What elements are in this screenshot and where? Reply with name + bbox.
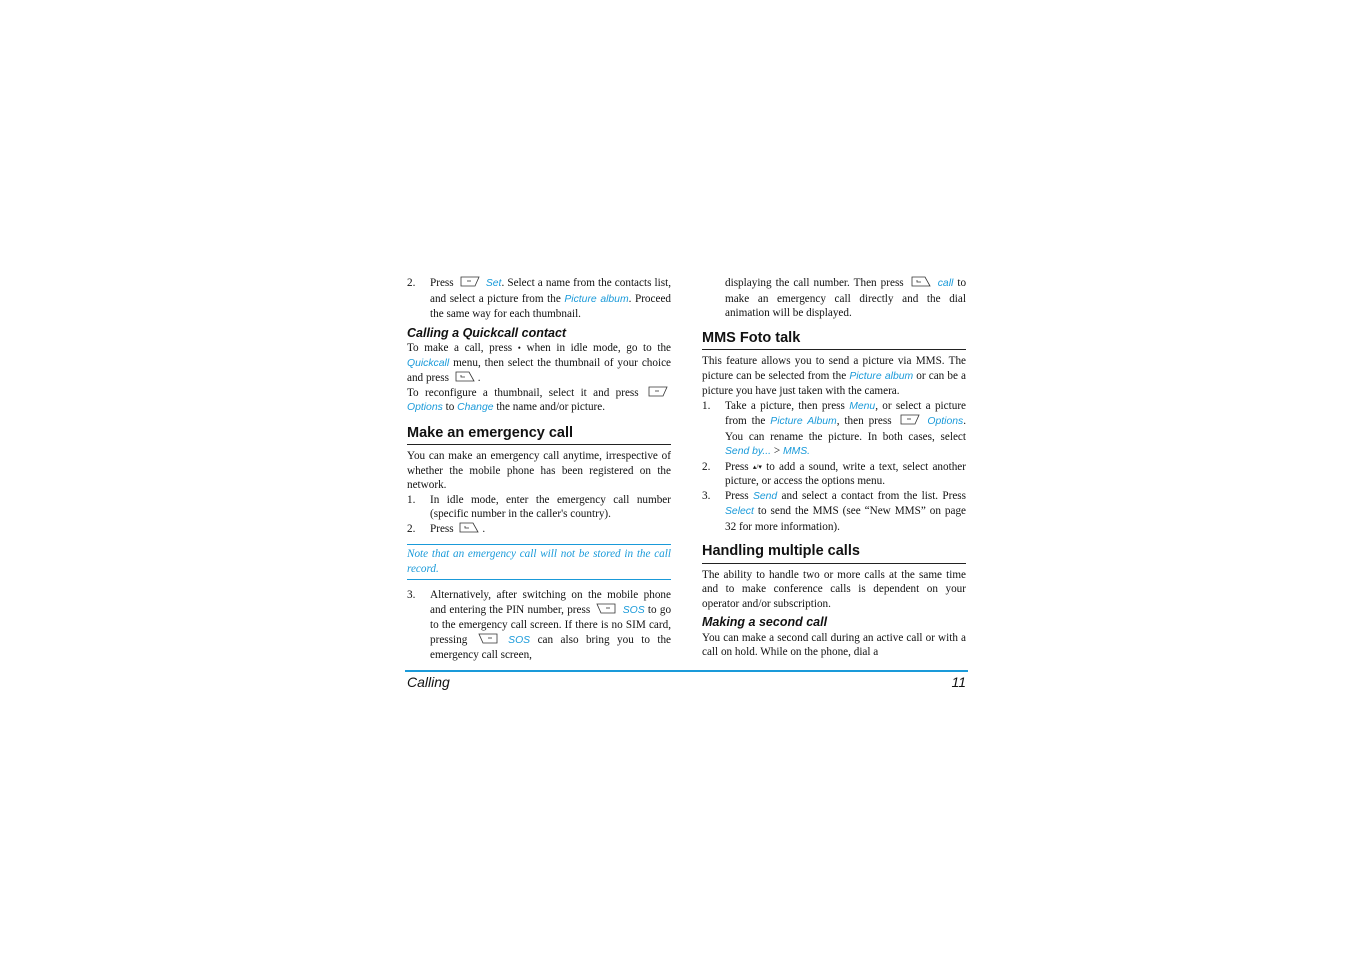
footer-rule <box>405 670 968 672</box>
call-key-icon <box>911 276 931 287</box>
menu-option-options: Options <box>927 416 964 427</box>
list-number: 3. <box>407 589 416 601</box>
list-item <box>702 460 966 489</box>
list-indent <box>702 276 725 321</box>
text-fragment: to go to the emergency call screen. If there is no SIM card, pressing <box>430 603 672 646</box>
section-heading: Make an emergency call <box>407 426 671 446</box>
text-fragment: . Select a name from the contacts list, and select a picture from the <box>430 277 672 305</box>
text-fragment: or can be a picture you have just taken with the camera. <box>702 369 967 397</box>
subsection-title: Calling a Quickcall contact <box>407 325 567 340</box>
page-number: 11 <box>951 674 966 690</box>
menu-option-send-by: Send by... <box>725 446 772 457</box>
text-fragment: Alternatively, after switching on the mobile phone and entering the PIN number, press <box>430 589 671 616</box>
menu-option-send: Send <box>752 490 778 502</box>
paragraph: You can make an emergency call anytime, irrespective of whether the mobile phone has been registered on the network. <box>407 450 671 491</box>
menu-option-select: Select <box>725 506 754 517</box>
menu-option-sos: SOS <box>508 634 531 646</box>
text-fragment: , or select a picture from the <box>725 399 967 427</box>
left-softkey-icon <box>648 386 668 397</box>
text-fragment: Press <box>430 522 454 535</box>
paragraph: You can make a second call during an active call or with a call on hold. While on the phone, dial a <box>702 631 966 658</box>
list-item <box>407 588 671 663</box>
menu-option-menu: Menu <box>849 400 876 412</box>
text-fragment: This feature allows you to send a picture via MMS. The picture can be selected from the <box>702 355 966 382</box>
right-softkey-icon <box>596 603 616 614</box>
text-fragment: can also bring you to the emergency call screen, <box>430 633 672 661</box>
menu-option-change: Change <box>457 402 494 413</box>
menu-option-picture-album: Picture album <box>564 293 629 305</box>
text-fragment: to send the MMS (see “New MMS” on page 32 for more information). <box>725 505 967 533</box>
navigation-key-icon: ▴/▾ <box>752 462 762 471</box>
text-fragment: to <box>445 401 455 413</box>
menu-option-set: Set <box>485 278 502 289</box>
subsection-title: Making a second call <box>702 615 828 629</box>
menu-option-picture-album: Picture album <box>849 370 914 382</box>
text-fragment: , then press <box>836 415 892 427</box>
list-number: 2. <box>407 277 416 289</box>
list-text: In idle mode, enter the emergency call number (specific number in the caller's country). <box>430 493 671 520</box>
section-heading: MMS Foto talk <box>702 331 966 351</box>
paragraph: The ability to handle two or more calls at the same time and to make conference calls is dependent on your operator and/or subscription. <box>702 568 966 610</box>
dot-key-icon: • <box>517 343 521 353</box>
section-heading: Handling multiple calls <box>702 544 966 564</box>
list-number: 1. <box>407 493 416 506</box>
list-text <box>725 276 966 321</box>
left-softkey-icon <box>460 276 480 287</box>
text-fragment: . <box>482 522 486 535</box>
list-item <box>702 489 966 535</box>
text-fragment: and select a contact from the list. Press <box>781 489 967 502</box>
list-text <box>430 276 671 322</box>
list-item <box>407 522 671 537</box>
menu-option-mms: MMS. <box>782 446 811 457</box>
list-text <box>725 489 966 535</box>
list-text <box>725 399 966 460</box>
text-fragment: to add a sound, write a text, select another picture, or access the options menu. <box>725 460 966 487</box>
text-fragment: menu, then select the thumbnail of your choice and press <box>407 356 672 384</box>
text-fragment: Press <box>725 460 749 473</box>
list-item <box>702 399 966 460</box>
paragraph <box>702 354 966 399</box>
list-number: 2. <box>702 460 711 473</box>
menu-option-quickcall: Quickcall <box>407 357 450 369</box>
list-text <box>430 522 671 537</box>
left-softkey-icon <box>900 414 920 425</box>
menu-option-call: call <box>937 278 954 289</box>
list-number: 2. <box>407 522 416 535</box>
text-fragment: . Proceed the same way for each thumbnail. <box>430 292 671 320</box>
menu-option-options: Options <box>407 402 443 413</box>
list-item-continued <box>702 276 966 321</box>
list-text <box>725 460 966 489</box>
call-key-icon <box>455 371 475 382</box>
text-fragment: Take a picture, then press <box>725 399 845 412</box>
text-fragment: when in idle mode, go to the <box>526 342 672 354</box>
text-fragment: . You can rename the picture. In both cases, select <box>725 415 967 443</box>
text-fragment: the name and/or picture. <box>496 401 606 413</box>
text-fragment: to make an emergency call directly and the dial animation will be displayed. <box>725 277 967 319</box>
left-column <box>407 276 671 663</box>
menu-option-picture-album: Picture Album <box>770 416 837 427</box>
list-number: 3. <box>702 489 711 502</box>
list-number: 1. <box>702 399 711 412</box>
call-key-icon <box>459 522 479 533</box>
text-fragment: . <box>477 372 481 384</box>
text-fragment: To make a call, press <box>407 342 513 354</box>
note-box: Note that an emergency call will not be stored in the call record. <box>407 544 671 580</box>
list-item <box>407 276 671 322</box>
list-text <box>430 588 671 663</box>
right-softkey-icon <box>478 633 498 644</box>
text-fragment: Press <box>725 489 749 502</box>
footer-section-name: Calling <box>407 674 450 690</box>
text-fragment: To reconfigure a thumbnail, select it and press <box>407 386 639 399</box>
paragraph <box>407 386 671 416</box>
text-fragment: displaying the call number. Then press <box>725 277 904 289</box>
text-fragment: Press <box>430 277 454 289</box>
list-item <box>407 493 671 522</box>
right-column <box>702 276 966 660</box>
text-fragment: > <box>773 445 781 457</box>
paragraph <box>407 341 671 386</box>
menu-option-sos: SOS <box>622 604 645 616</box>
